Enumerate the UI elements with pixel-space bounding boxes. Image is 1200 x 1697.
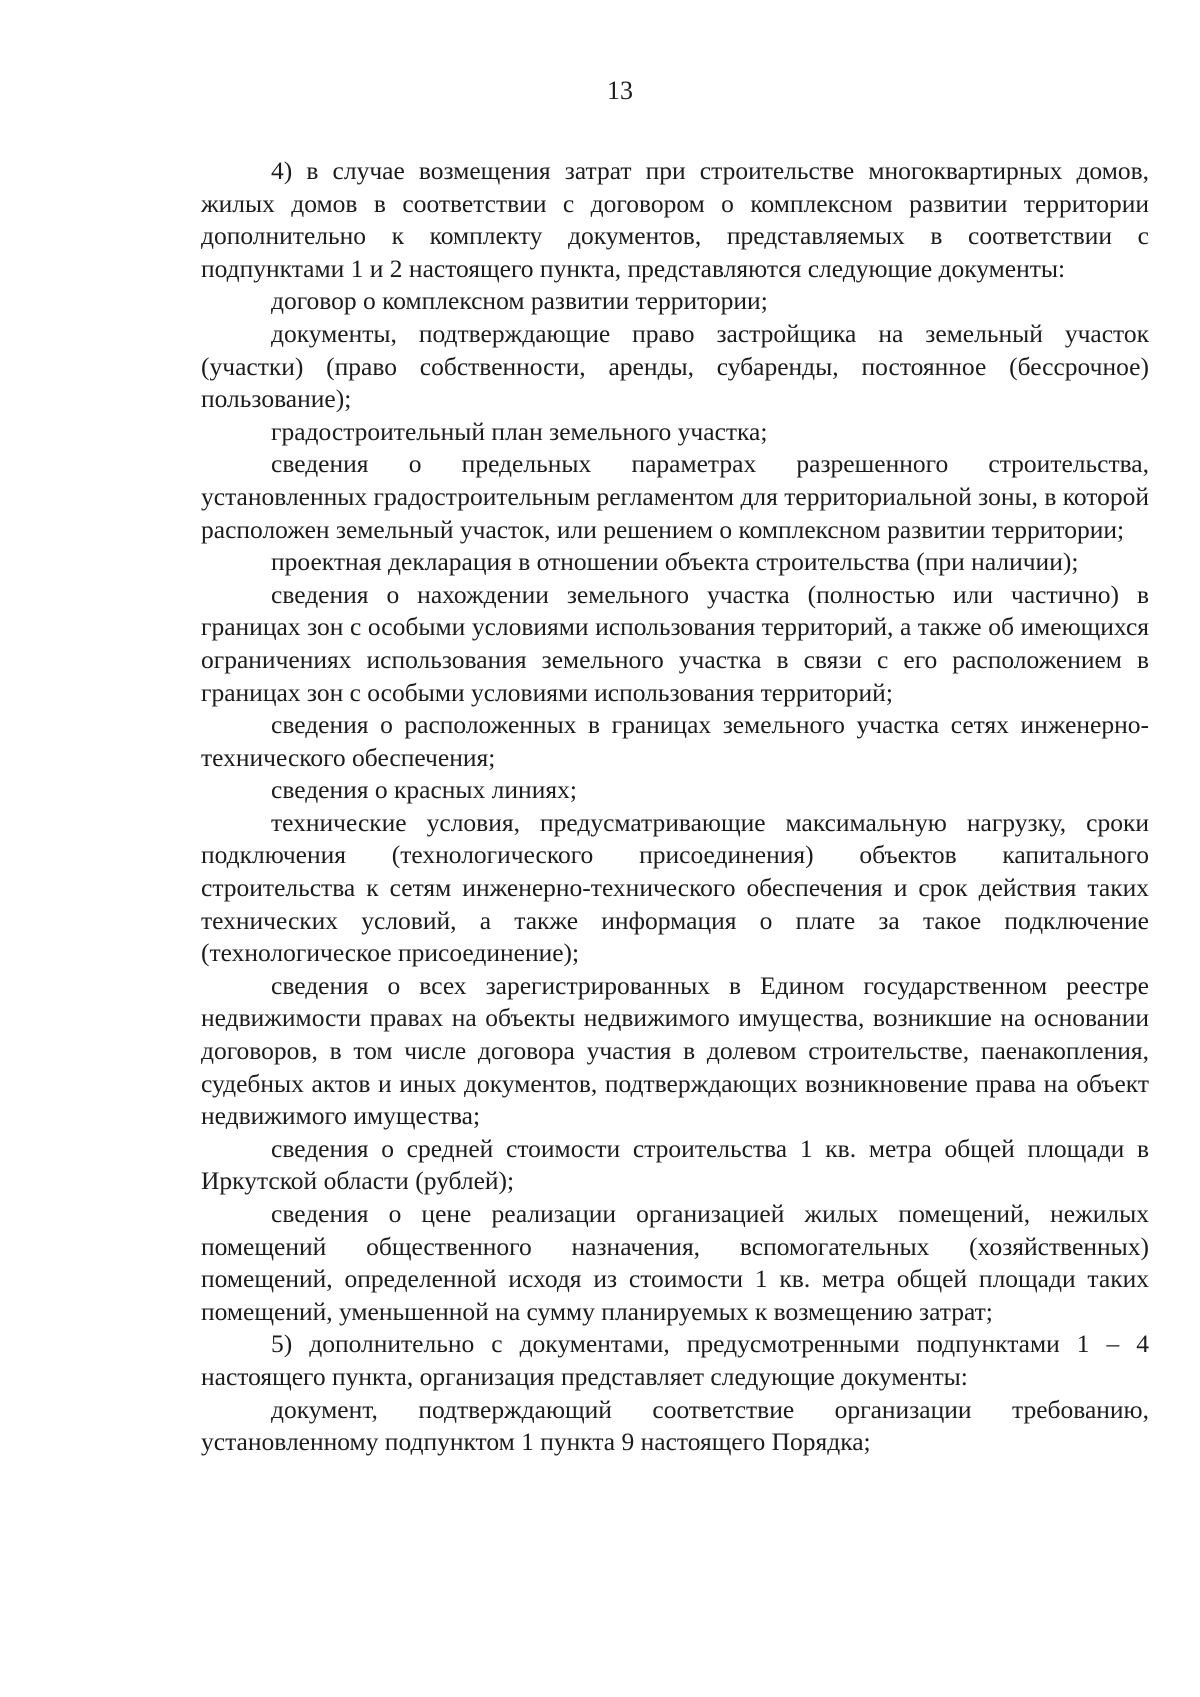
- paragraph-item: сведения о всех зарегистрированных в Едином государственном реестре недвижимости правах на объекты недвижимого имущества, возникшие на основании договоров, в том числе договора участия в долевом строительстве, паенакопления, судебных актов и иных документов, подтверждающих возникновение права на объект недвижимого имущества;: [201, 970, 1149, 1131]
- paragraph-item: сведения о предельных параметрах разрешенного строительства, установленных градостроительным регламентом для территориальной зоны, в которой расположен земельный участок, или решением о комплексном развитии территории;: [201, 449, 1149, 544]
- page-number: 13: [607, 76, 633, 105]
- paragraph-item: сведения о средней стоимости строительства 1 кв. метра общей площади в Иркутской области (рублей);: [201, 1133, 1149, 1196]
- paragraph-item: договор о комплексном развитии территории;: [271, 286, 768, 316]
- paragraph-item: документы, подтверждающие право застройщика на земельный участок (участки) (право собственности, аренды, субаренды, постоянное (бессрочное) пользование);: [201, 318, 1149, 414]
- paragraph-item: технические условия, предусматривающие максимальную нагрузку, сроки подключения (технологического присоединения) объектов капитального строительства к сетям инженерно-технического обеспечения и срок действия таких технических условий, а также информация о плате за такое подключение (технологическое присоединение);: [201, 807, 1149, 968]
- document-body: [201, 155, 1149, 1459]
- paragraph-item: градостроительный план земельного участка;: [271, 416, 768, 446]
- paragraph-item: сведения о красных линиях;: [271, 775, 577, 805]
- paragraph-item: проектная декларация в отношении объекта строительства (при наличии);: [271, 547, 1079, 577]
- paragraph-item: сведения о нахождении земельного участка (полностью или частично) в границах зон с особыми условиями использования территорий, а также об имеющихся ограничениях использования земельного участка в связи с его расположением в границах зон с особыми условиями использования территорий;: [201, 579, 1149, 707]
- paragraph-subpoint-4: 4) в случае возмещения затрат при строительстве многоквартирных домов, жилых домов в соответствии с договором о комплексном развитии территории дополнительно к комплекту документов, представляемых в соответствии с подпунктами 1 и 2 настоящего пункта, представляются следующие документы:: [201, 156, 1149, 283]
- paragraph-item: документ, подтверждающий соответствие организации требованию, установленному подпунктом 1 пункта 9 настоящего Порядка;: [201, 1394, 1149, 1457]
- paragraph-item: сведения о расположенных в границах земельного участка сетях инженерно-технического обеспечения;: [201, 710, 1149, 772]
- paragraph-item: сведения о цене реализации организацией жилых помещений, нежилых помещений общественного назначения, вспомогательных (хозяйственных) помещений, определенной исходя из стоимости 1 кв. метра общей площади таких помещений, уменьшенной на сумму планируемых к возмещению затрат;: [201, 1199, 1149, 1326]
- paragraph-subpoint-5: 5) дополнительно с документами, предусмотренными подпунктами 1 – 4 настоящего пункта, организация представляет следующие документы:: [201, 1329, 1149, 1391]
